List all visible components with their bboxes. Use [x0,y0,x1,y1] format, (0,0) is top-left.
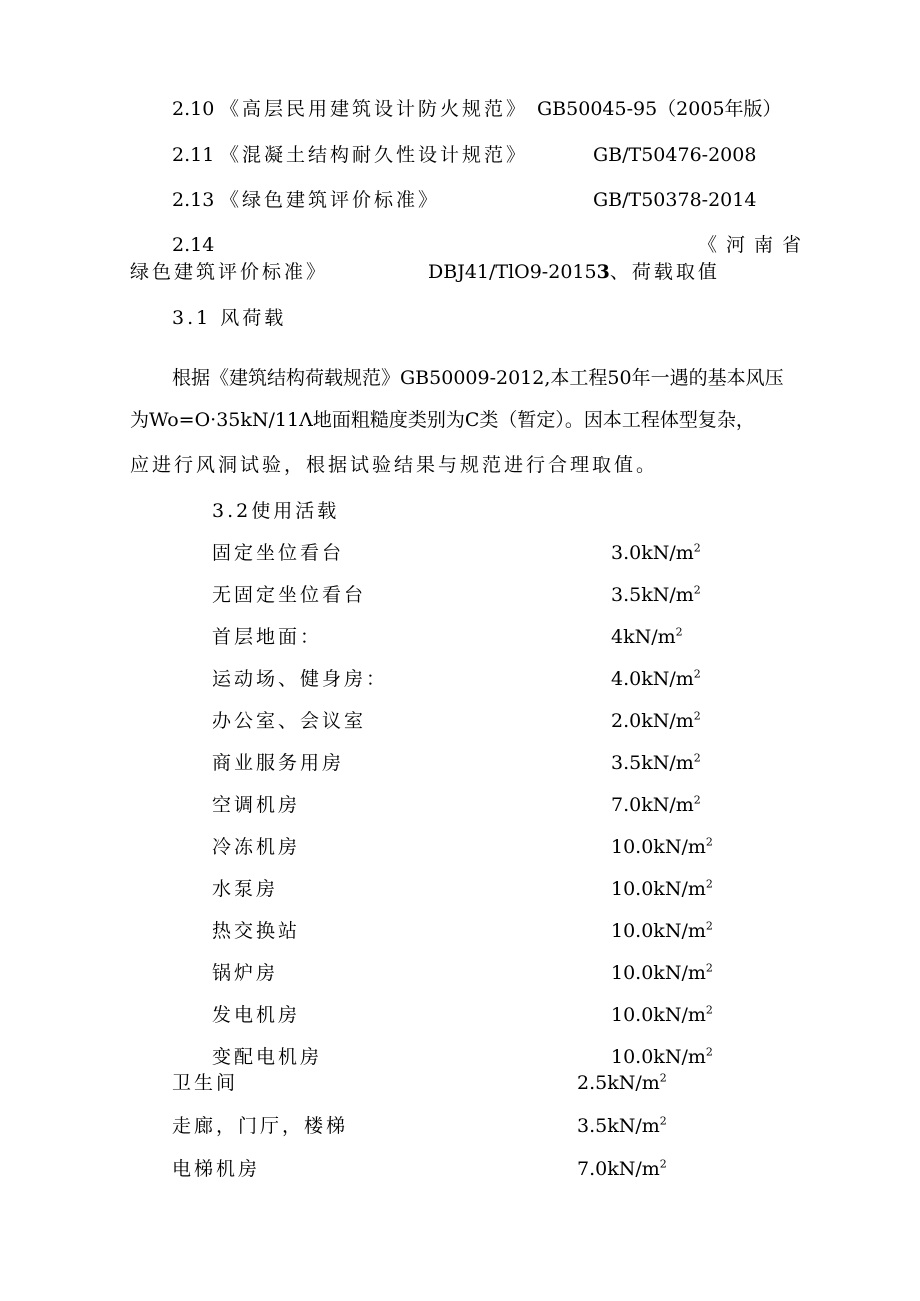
live-load-value-text: 10.0kN/m [611,1046,706,1068]
standard-title-part2: 绿色建筑评价标准》 [130,261,329,283]
live-load-value-text: 10.0kN/m [611,1004,706,1026]
live-load-label: 运动场、健身房： [212,668,389,690]
unit-superscript: 2 [659,1157,667,1171]
unit-superscript: 2 [705,877,713,891]
standard-code: DBJ41/TlO9-2015 [428,261,597,283]
unit-superscript: 2 [659,1071,667,1085]
standard-code-line [428,260,720,284]
standard-title: 《绿色建筑评价标准》 [220,189,441,211]
unit-superscript: 2 [705,1003,713,1017]
live-load-value-text: 10.0kN/m [611,878,706,900]
live-load-value-text: 10.0kN/m [611,920,706,942]
live-load-label: 固定坐位看台 [212,542,345,564]
live-load-value [611,667,701,691]
unit-superscript: 2 [705,961,713,975]
wind-paragraph-line: 根据《建筑结构荷载规范》GB50009-2012,本工程50年一遇的基本风压 [172,367,784,389]
live-load-value-text: 7.0kN/m [611,794,694,816]
unit-superscript: 2 [693,667,701,681]
unit-superscript: 2 [675,625,683,639]
live-load-label: 热交换站 [212,920,301,942]
standard-code: GB50045-95（2005年版） [537,98,782,120]
unit-superscript: 2 [693,793,701,807]
wind-paragraph-line: 应进行风洞试验，根据试验结果与规范进行合理取值。 [130,454,659,476]
standard-title: 《高层民用建筑设计防火规范》 [220,98,529,120]
live-load-value [611,919,713,943]
live-load-label: 首层地面： [212,626,323,648]
live-load-value-text: 3.0kN/m [611,542,694,564]
unit-superscript: 2 [693,709,701,723]
unit-superscript: 2 [705,835,713,849]
live-load-value [577,1157,667,1181]
live-load-value-text: 10.0kN/m [611,962,706,984]
live-load-value [611,1003,713,1027]
live-load-value [611,877,713,901]
unit-superscript: 2 [693,751,701,765]
standard-number: 2.13 [172,189,215,211]
live-load-value-text: 7.0kN/m [577,1158,660,1180]
live-load-label: 商业服务用房 [212,752,345,774]
live-load-label: 水泵房 [212,878,279,900]
live-load-value-text: 4.0kN/m [611,668,694,690]
live-load-value-text: 2.5kN/m [577,1072,660,1094]
live-load-value [611,625,683,649]
live-load-value-text: 3.5kN/m [611,584,694,606]
standard-title-part1: 《河南省 [698,234,811,256]
standard-number: 2.14 [172,234,215,256]
wind-heading: 3.1 风荷载 [172,307,287,329]
standard-number: 2.11 [172,144,215,166]
unit-superscript: 2 [659,1114,667,1128]
wind-paragraph-line: 为Wo=O·35kN/11Λ地面粗糙度类别为C类（暂定）。因本工程体型复杂， [130,409,755,431]
live-load-value [577,1114,667,1138]
unit-superscript: 2 [693,541,701,555]
live-load-label: 办公室、会议室 [212,710,367,732]
live-load-value [611,793,701,817]
live-load-value-text: 3.5kN/m [577,1115,660,1137]
live-load-value-text: 3.5kN/m [611,752,694,774]
live-load-label: 锅炉房 [212,962,279,984]
live-load-value [611,835,713,859]
section-title: 、荷载取值 [609,261,720,283]
live-load-label: 冷冻机房 [212,836,301,858]
live-load-label: 无固定坐位看台 [212,584,367,606]
live-load-value-text: 2.0kN/m [611,710,694,732]
unit-superscript: 2 [705,919,713,933]
section-number-bold: 3 [596,261,610,283]
live-load-label: 发电机房 [212,1004,301,1026]
live-load-label: 空调机房 [212,794,301,816]
standard-number: 2.10 [172,98,215,120]
live-load-value [611,751,701,775]
live-load-value [611,1045,713,1069]
live-load-value [611,583,701,607]
live-load-label: 卫生间 [172,1072,239,1094]
live-load-value [611,961,713,985]
live-load-value [577,1071,667,1095]
live-load-value [611,709,701,733]
standard-code: GB/T50476-2008 [593,144,757,166]
live-load-heading: 3.2使用活载 [212,500,340,522]
standard-code: GB/T50378-2014 [593,189,757,211]
unit-superscript: 2 [705,1045,713,1059]
live-load-label: 电梯机房 [172,1158,261,1180]
live-load-label: 变配电机房 [212,1046,323,1068]
live-load-value-text: 4kN/m [611,626,676,648]
standard-title: 《混凝土结构耐久性设计规范》 [220,144,529,166]
unit-superscript: 2 [693,583,701,597]
live-load-value [611,541,701,565]
live-load-value-text: 10.0kN/m [611,836,706,858]
live-load-label: 走廊，门厅，楼梯 [172,1115,349,1137]
